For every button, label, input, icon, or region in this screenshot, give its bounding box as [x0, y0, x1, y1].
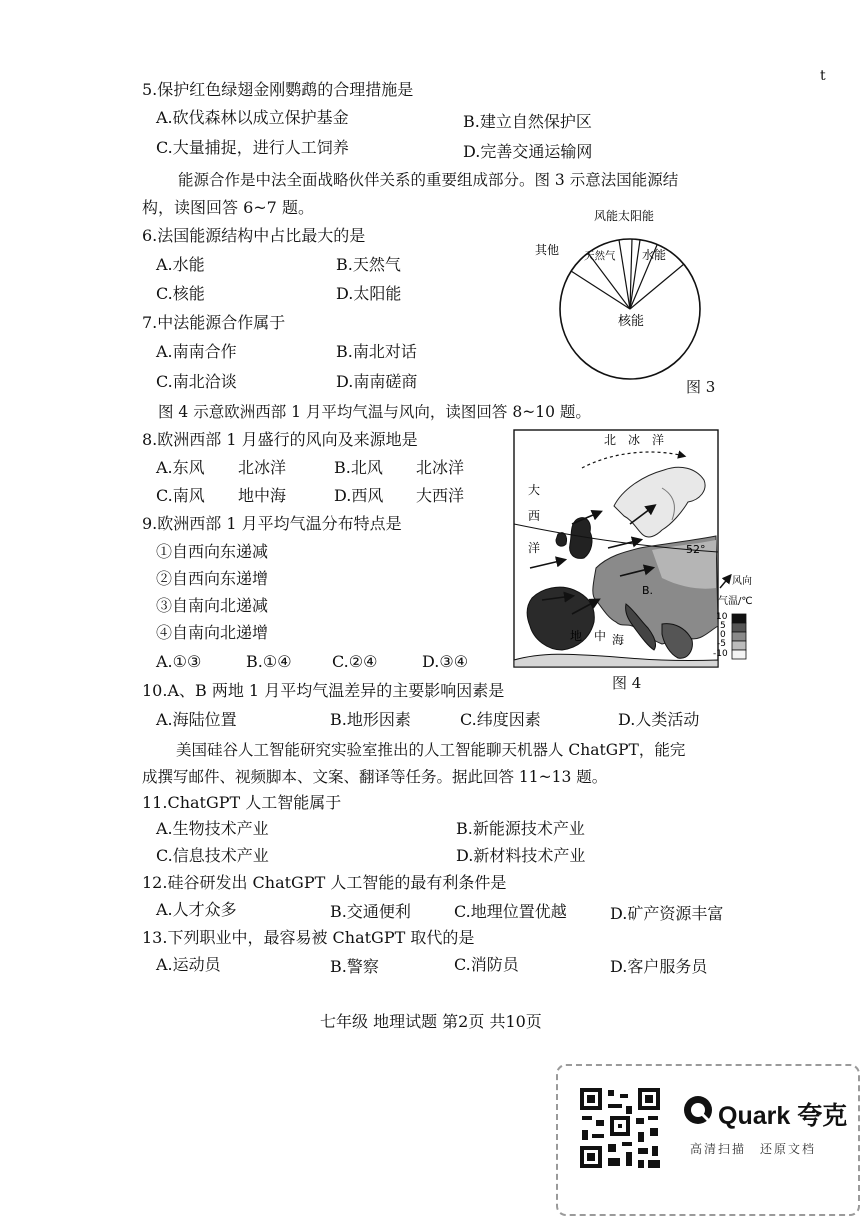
- label-arctic-ocean: 北 冰 洋: [604, 433, 665, 447]
- label-natural-gas: 天然气: [584, 250, 616, 262]
- legend-tick: 10: [716, 612, 728, 622]
- legend-swatch: [732, 650, 746, 659]
- label-other: 其他: [535, 243, 560, 257]
- question-10-option-d: D.人类活动: [618, 710, 700, 729]
- label-nuclear: 核能: [618, 314, 645, 329]
- figure-4-caption: 图 4: [612, 674, 642, 692]
- intro-11-13-line2: 成撰写邮件、视频脚本、文案、翻译等任务。据此回答 11~13 题。: [142, 768, 608, 786]
- question-11-stem: 11.ChatGPT 人工智能属于: [142, 793, 342, 812]
- intro-8-10: 图 4 示意欧洲西部 1 月平均气温与风向，读图回答 8~10 题。: [158, 403, 591, 421]
- question-8-option-c: C.南风: [156, 486, 205, 505]
- question-12-stem: 12.硅谷研发出 ChatGPT 人工智能的最有利条件是: [142, 873, 507, 892]
- question-11-option-d: D.新材料技术产业: [456, 846, 586, 865]
- question-13-option-d: D.客户服务员: [610, 957, 708, 976]
- figure-3-pie-chart: [526, 200, 722, 380]
- question-9-statement-1: ①自西向东递减: [156, 542, 269, 561]
- question-7-option-a: A.南南合作: [156, 342, 237, 361]
- label-med-3: 海: [612, 633, 625, 647]
- legend-wind-arrow-icon: [720, 576, 730, 588]
- question-13-option-a: A.运动员: [156, 955, 221, 974]
- question-9-statement-4: ④自南向北递增: [156, 623, 269, 642]
- question-5-option-d: D.完善交通运输网: [463, 142, 593, 161]
- question-8-option-b: B.北风: [334, 458, 383, 477]
- question-6-option-a: A.水能: [156, 255, 205, 274]
- question-5-stem: 5.保护红色绿翅金刚鹦鹉的合理措施是: [142, 80, 414, 99]
- label-atlantic-2: 西: [528, 509, 541, 523]
- question-8-option-a: A.东风: [156, 458, 205, 477]
- question-8-option-d-source: 大西洋: [416, 486, 465, 505]
- question-13-option-b: B.警察: [330, 957, 379, 976]
- question-5-option-c: C.大量捕捉，进行人工饲养: [156, 138, 349, 157]
- question-8-stem: 8.欧洲西部 1 月盛行的风向及来源地是: [142, 430, 418, 449]
- figure-3-caption: 图 3: [686, 378, 716, 396]
- legend-swatch: [732, 623, 746, 632]
- question-8-option-c-source: 地中海: [238, 486, 287, 505]
- page-footer: 七年级 地理试题 第2页 共10页: [320, 1012, 542, 1031]
- question-6-option-d: D.太阳能: [336, 284, 402, 303]
- intro-6-7-line1: 能源合作是中法全面战略伙伴关系的重要组成部分。图 3 示意法国能源结: [178, 171, 679, 189]
- question-8-option-a-source: 北冰洋: [238, 458, 287, 477]
- question-7-option-d: D.南南磋商: [336, 372, 418, 391]
- question-9-option-a: A.①③: [156, 652, 202, 671]
- question-9-statement-2: ②自西向东递增: [156, 569, 269, 588]
- question-10-option-c: C.纬度因素: [460, 710, 541, 729]
- question-9-statement-3: ③自南向北递减: [156, 596, 269, 615]
- legend-swatch: [732, 614, 746, 623]
- question-10-stem: 10.A、B 两地 1 月平均气温差异的主要影响因素是: [142, 681, 505, 700]
- question-13-option-c: C.消防员: [454, 955, 519, 974]
- quark-logo-icon: [682, 1094, 714, 1126]
- question-11-option-c: C.信息技术产业: [156, 846, 269, 865]
- question-7-option-c: C.南北洽谈: [156, 372, 237, 391]
- question-11-option-a: A.生物技术产业: [156, 819, 269, 838]
- question-12-option-c: C.地理位置优越: [454, 902, 567, 921]
- legend-swatch: [732, 641, 746, 650]
- question-5-option-b: B.建立自然保护区: [463, 112, 592, 131]
- page-marker: t: [820, 68, 826, 84]
- label-wind-solar: 风能太阳能: [594, 209, 655, 223]
- label-point-b: B.: [642, 584, 654, 597]
- label-med-2: 中: [594, 629, 607, 643]
- label-point-a: A: [564, 574, 572, 587]
- question-10-option-a: A.海陆位置: [156, 710, 237, 729]
- question-13-stem: 13.下列职业中，最容易被 ChatGPT 取代的是: [142, 928, 475, 947]
- intro-6-7-line2: 构，读图回答 6~7 题。: [142, 198, 314, 217]
- label-atlantic-3: 洋: [528, 541, 541, 555]
- legend-swatch: [732, 632, 746, 641]
- question-10-option-b: B.地形因素: [330, 710, 411, 729]
- label-latitude: 52°: [686, 543, 706, 556]
- brand-name: Quark 夸克: [718, 1102, 848, 1130]
- intro-11-13-line1: 美国硅谷人工智能研究实验室推出的人工智能聊天机器人 ChatGPT，能完: [176, 741, 686, 759]
- label-hydro: 水能: [642, 248, 667, 262]
- qr-code-icon: [578, 1086, 662, 1170]
- ireland-landmass: [556, 533, 567, 546]
- question-5-option-a: A.砍伐森林以成立保护基金: [156, 108, 349, 127]
- legend-tick: -5: [717, 639, 726, 649]
- figure-4-map: [512, 428, 760, 672]
- legend-wind-label: 风向: [732, 576, 752, 587]
- question-8-option-d: D.西风: [334, 486, 384, 505]
- label-med-1: 地: [570, 629, 583, 643]
- legend-temp-label: 气温/℃: [718, 596, 753, 607]
- question-9-stem: 9.欧洲西部 1 月平均气温分布特点是: [142, 514, 402, 533]
- label-atlantic-1: 大: [528, 483, 541, 497]
- question-6-option-c: C.核能: [156, 284, 205, 303]
- legend-tick: 5: [720, 621, 726, 631]
- question-8-option-b-source: 北冰洋: [416, 458, 465, 477]
- question-12-option-b: B.交通便利: [330, 902, 411, 921]
- question-6-stem: 6.法国能源结构中占比最大的是: [142, 226, 366, 245]
- question-7-stem: 7.中法能源合作属于: [142, 313, 286, 332]
- legend-tick: -10: [713, 649, 728, 659]
- question-12-option-d: D.矿产资源丰富: [610, 904, 724, 923]
- question-6-option-b: B.天然气: [336, 255, 401, 274]
- question-9-option-d: D.③④: [422, 652, 469, 671]
- scanner-watermark: [556, 1064, 860, 1216]
- question-9-option-b: B.①④: [246, 652, 292, 671]
- question-9-option-c: C.②④: [332, 652, 378, 671]
- question-12-option-a: A.人才众多: [156, 900, 237, 919]
- question-7-option-b: B.南北对话: [336, 342, 417, 361]
- brand-slogan: 高清扫描 还原文档: [690, 1142, 817, 1156]
- legend-tick: 0: [720, 630, 726, 640]
- question-11-option-b: B.新能源技术产业: [456, 819, 585, 838]
